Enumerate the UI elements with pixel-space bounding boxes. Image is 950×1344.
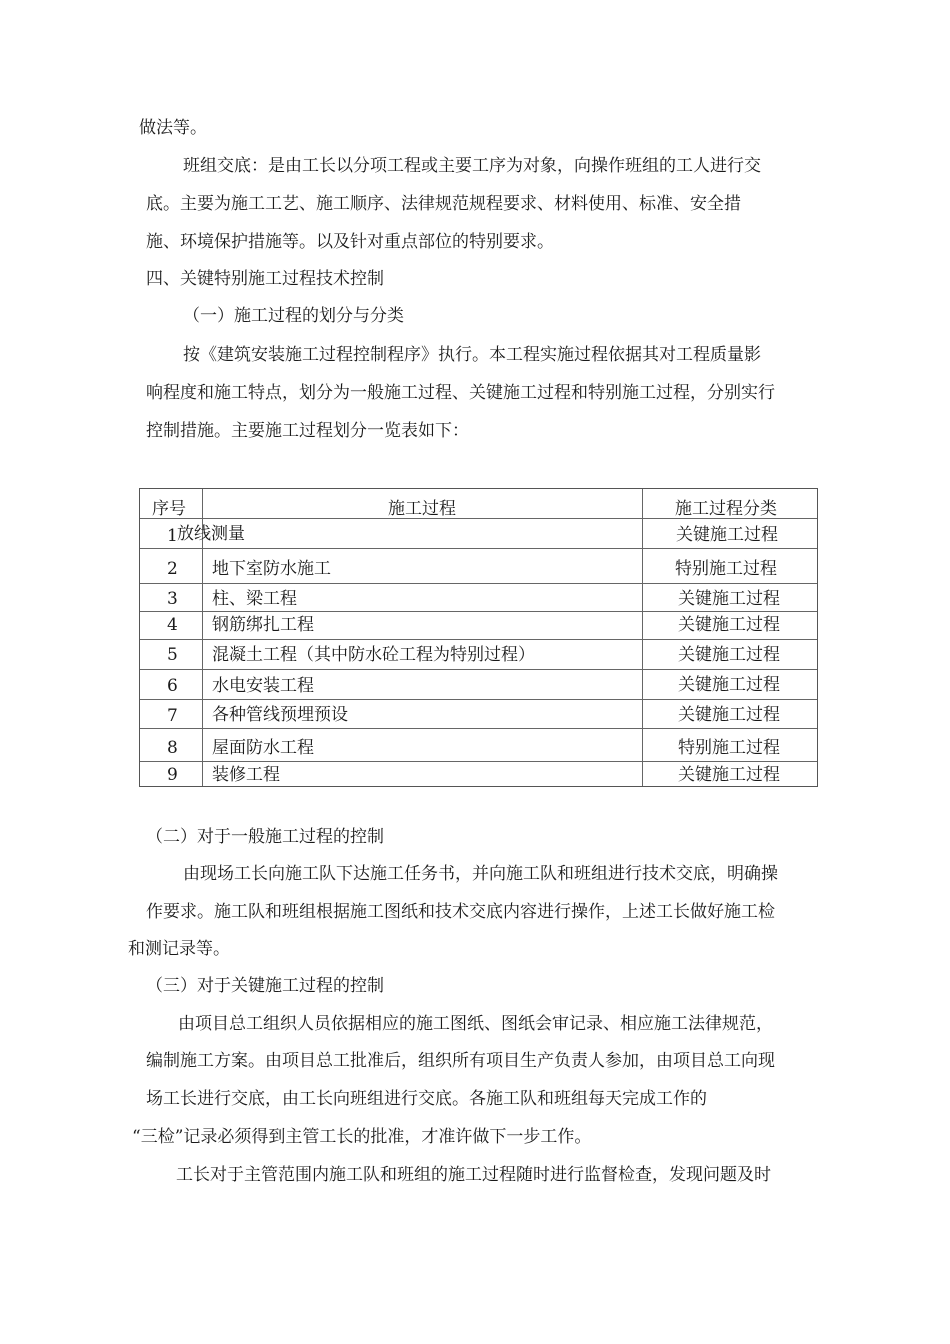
subsection-heading: （一）施工过程的划分与分类 xyxy=(183,306,404,326)
table-divider xyxy=(140,761,817,762)
table-cell-process: 钢筋绑扎工程 xyxy=(212,615,314,635)
table-cell-category: 特别施工过程 xyxy=(675,559,777,579)
paragraph-line: 控制措施。主要施工过程划分一览表如下： xyxy=(146,421,469,441)
subsection-heading: （二）对于一般施工过程的控制 xyxy=(146,827,384,847)
paragraph-line: 响程度和施工特点，划分为一般施工过程、关键施工过程和特别施工过程，分别实行 xyxy=(146,383,775,403)
paragraph-line: 按《建筑安装施工过程控制程序》执行。本工程实施过程依据其对工程质量影 xyxy=(183,345,761,365)
table-divider xyxy=(140,728,817,729)
paragraph-line: 做法等。 xyxy=(139,118,207,138)
table-cell-category: 关键施工过程 xyxy=(678,645,780,665)
table-cell-category: 关键施工过程 xyxy=(678,615,780,635)
table-header-category: 施工过程分类 xyxy=(675,499,777,519)
paragraph-line: 施、环境保护措施等。以及针对重点部位的特别要求。 xyxy=(146,232,554,252)
table-cell-no: 7 xyxy=(167,706,178,726)
table-cell-no: 8 xyxy=(167,738,178,758)
table-cell-process: 水电安装工程 xyxy=(212,676,314,696)
table-divider xyxy=(140,699,817,700)
table-cell-category: 关键施工过程 xyxy=(678,675,780,695)
paragraph-line: 班组交底：是由工长以分项工程或主要工序为对象，向操作班组的工人进行交 xyxy=(183,156,761,176)
paragraph-line: 场工长进行交底，由工长向班组进行交底。各施工队和班组每天完成工作的 xyxy=(146,1089,707,1109)
paragraph-line: 由项目总工组织人员依据相应的施工图纸、图纸会审记录、相应施工法律规范， xyxy=(178,1014,773,1034)
table-divider xyxy=(642,489,643,786)
process-classification-table xyxy=(139,488,818,787)
table-divider xyxy=(140,639,817,640)
paragraph-line: 由现场工长向施工队下达施工任务书，并向施工队和班组进行技术交底，明确操 xyxy=(183,864,778,884)
table-cell-category: 关键施工过程 xyxy=(676,525,778,545)
table-header-no: 序号 xyxy=(152,499,186,519)
table-cell-process: 放线测量 xyxy=(177,524,245,544)
paragraph-line: 和测记录等。 xyxy=(128,939,230,959)
table-header-process: 施工过程 xyxy=(388,499,456,519)
table-cell-category: 关键施工过程 xyxy=(678,705,780,725)
paragraph-line: 工长对于主管范围内施工队和班组的施工过程随时进行监督检查，发现问题及时 xyxy=(176,1165,771,1185)
table-cell-category: 关键施工过程 xyxy=(678,765,780,785)
table-divider xyxy=(140,583,817,584)
subsection-heading: （三）对于关键施工过程的控制 xyxy=(146,976,384,996)
table-cell-process: 混凝土工程（其中防水砼工程为特别过程） xyxy=(212,645,535,665)
table-cell-no: 9 xyxy=(167,765,178,785)
table-divider xyxy=(140,611,817,612)
paragraph-line: 编制施工方案。由项目总工批准后，组织所有项目生产负责人参加，由项目总工向现 xyxy=(146,1051,775,1071)
table-cell-category: 特别施工过程 xyxy=(678,738,780,758)
table-cell-no: 1 xyxy=(167,526,178,546)
table-cell-no: 6 xyxy=(167,676,178,696)
table-cell-category: 关键施工过程 xyxy=(678,589,780,609)
table-divider xyxy=(140,548,817,549)
paragraph-line: “三检”记录必须得到主管工长的批准，才准许做下一步工作。 xyxy=(132,1127,592,1147)
table-cell-process: 装修工程 xyxy=(212,765,280,785)
table-cell-no: 2 xyxy=(167,559,178,579)
table-cell-process: 屋面防水工程 xyxy=(212,738,314,758)
table-cell-no: 3 xyxy=(167,589,178,609)
paragraph-line: 作要求。施工队和班组根据施工图纸和技术交底内容进行操作，上述工长做好施工检 xyxy=(146,902,775,922)
table-cell-process: 柱、梁工程 xyxy=(212,589,297,609)
table-cell-process: 地下室防水施工 xyxy=(212,559,331,579)
table-cell-no: 5 xyxy=(167,645,178,665)
table-cell-no: 4 xyxy=(167,615,178,635)
section-heading: 四、关键特别施工过程技术控制 xyxy=(146,269,384,289)
table-divider xyxy=(140,669,817,670)
paragraph-line: 底。主要为施工工艺、施工顺序、法律规范规程要求、材料使用、标准、安全措 xyxy=(146,194,741,214)
table-cell-process: 各种管线预埋预设 xyxy=(212,705,348,725)
